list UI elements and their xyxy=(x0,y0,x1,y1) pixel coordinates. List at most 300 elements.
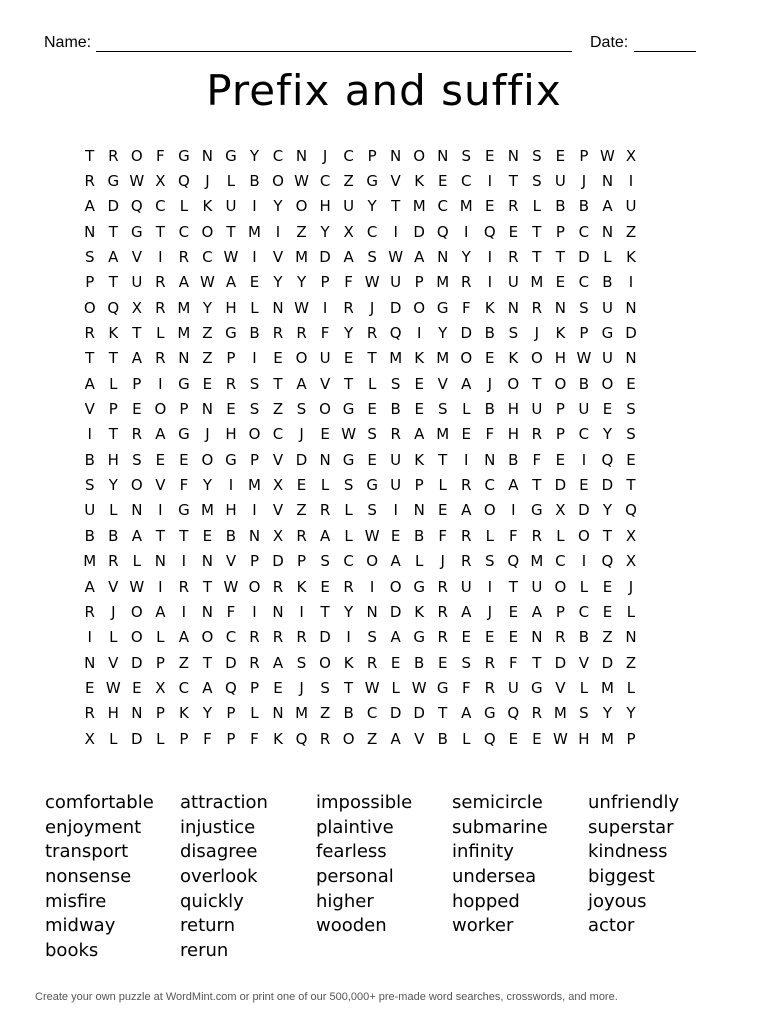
grid-letter: F xyxy=(179,476,189,495)
grid-letter: I xyxy=(275,222,281,241)
grid-letter: L xyxy=(415,552,424,571)
grid-letter: M xyxy=(600,729,614,748)
grid-letter: E xyxy=(132,678,142,697)
grid-letter: D xyxy=(389,298,402,317)
grid-letter: E xyxy=(508,729,519,748)
grid-letter: E xyxy=(508,628,519,647)
grid-letter: K xyxy=(414,172,425,191)
grid-letter: S xyxy=(579,298,589,317)
grid-letter: E xyxy=(296,476,307,495)
grid-letter: Q xyxy=(107,298,120,317)
grid-row xyxy=(78,270,690,295)
grid-letter: P xyxy=(108,400,118,419)
grid-letter: E xyxy=(155,450,166,469)
grid-letter: U xyxy=(343,197,355,216)
grid-letter: I xyxy=(252,349,257,368)
grid-letter: R xyxy=(319,729,331,748)
grid-letter: L xyxy=(462,729,471,748)
grid-letter: P xyxy=(226,349,236,368)
grid-letter: T xyxy=(391,197,401,216)
grid-letter: M xyxy=(412,197,426,216)
grid-letter: N xyxy=(625,298,637,317)
grid-letter: G xyxy=(342,450,355,469)
grid-letter: T xyxy=(344,678,354,697)
grid-letter: M xyxy=(248,476,261,495)
grid-letter: M xyxy=(436,349,450,368)
grid-letter: D xyxy=(554,653,567,672)
grid-letter: J xyxy=(440,552,445,571)
grid-letter: A xyxy=(414,248,425,267)
grid-letter: V xyxy=(555,678,566,697)
grid-letter: Y xyxy=(108,476,118,495)
grid-letter: R xyxy=(108,552,119,571)
grid-letter: X xyxy=(131,298,142,317)
grid-letter: R xyxy=(461,273,472,292)
grid-letter: N xyxy=(507,298,519,317)
grid-letter: Z xyxy=(367,729,378,748)
grid-letter: I xyxy=(158,248,163,267)
grid-letter: K xyxy=(555,324,566,343)
grid-letter: G xyxy=(342,400,355,419)
word-item: books xyxy=(45,940,99,962)
grid-letter: C xyxy=(343,552,354,571)
grid-letter: Z xyxy=(202,349,213,368)
grid-letter: R xyxy=(555,628,566,647)
grid-letter: W xyxy=(364,526,380,545)
grid-letter: N xyxy=(248,526,261,545)
grid-letter: Z xyxy=(602,628,613,647)
grid-row xyxy=(78,194,690,219)
word-item: disagree xyxy=(180,841,258,863)
header-row xyxy=(44,32,696,56)
grid-letter: N xyxy=(201,146,214,165)
grid-letter: G xyxy=(131,222,143,241)
grid-letter: R xyxy=(437,628,448,647)
grid-letter: G xyxy=(531,678,543,697)
grid-letter: W xyxy=(576,349,592,368)
grid-letter: R xyxy=(84,324,95,343)
grid-letter: M xyxy=(177,324,191,343)
grid-letter: Z xyxy=(272,400,284,419)
grid-letter: U xyxy=(225,197,237,216)
grid-letter: A xyxy=(461,704,472,723)
grid-letter: C xyxy=(578,273,590,292)
grid-row xyxy=(78,422,690,447)
grid-letter: R xyxy=(366,324,378,343)
grid-letter: R xyxy=(249,653,260,672)
grid-letter: E xyxy=(320,425,330,444)
grid-letter: T xyxy=(532,476,542,495)
grid-letter: R xyxy=(508,197,519,216)
grid-letter: I xyxy=(628,273,634,292)
grid-letter: N xyxy=(390,146,402,165)
grid-letter: A xyxy=(390,729,401,748)
grid-letter: E xyxy=(437,501,448,520)
grid-letter: F xyxy=(509,526,518,545)
grid-letter: W xyxy=(294,172,309,191)
grid-letter: N xyxy=(272,602,284,621)
grid-letter: A xyxy=(225,273,237,292)
grid-letter: R xyxy=(461,476,472,495)
grid-letter: D xyxy=(389,602,402,621)
word-item: higher xyxy=(316,890,374,912)
word-item: undersea xyxy=(452,866,537,888)
grid-letter: M xyxy=(200,501,214,520)
grid-letter: B xyxy=(555,197,566,216)
grid-letter: W xyxy=(129,577,145,596)
word-item: fearless xyxy=(316,841,387,863)
grid-letter: E xyxy=(461,425,471,444)
grid-letter: M xyxy=(600,678,614,697)
grid-letter: A xyxy=(296,374,307,393)
grid-letter: F xyxy=(485,425,495,444)
grid-letter: G xyxy=(225,324,237,343)
grid-letter: O xyxy=(130,628,143,647)
grid-letter: E xyxy=(437,653,448,672)
grid-letter: T xyxy=(108,222,118,241)
grid-letter: V xyxy=(437,374,448,393)
grid-letter: I xyxy=(581,552,587,571)
grid-letter: R xyxy=(508,248,519,267)
grid-letter: Z xyxy=(202,324,213,343)
grid-row xyxy=(78,219,690,244)
grid-letter: T xyxy=(532,653,542,672)
grid-letter: G xyxy=(178,374,190,393)
grid-letter: C xyxy=(366,222,378,241)
grid-row xyxy=(78,574,690,599)
grid-letter: B xyxy=(84,450,95,469)
grid-letter: I xyxy=(369,577,375,596)
grid-letter: H xyxy=(319,197,331,216)
grid-letter: M xyxy=(248,222,261,241)
grid-letter: I xyxy=(228,476,234,495)
grid-letter: T xyxy=(202,577,212,596)
grid-letter: C xyxy=(202,248,213,267)
grid-letter: X xyxy=(625,146,637,165)
grid-letter: N xyxy=(272,704,284,723)
grid-letter: I xyxy=(346,628,351,647)
grid-letter: M xyxy=(553,704,567,723)
grid-letter: E xyxy=(485,146,495,165)
grid-letter: W xyxy=(364,678,380,697)
word-item: midway xyxy=(45,915,116,937)
grid-letter: R xyxy=(484,678,496,697)
grid-letter: M xyxy=(83,552,97,571)
grid-letter: F xyxy=(226,602,236,621)
grid-letter: V xyxy=(390,172,401,191)
grid-row xyxy=(78,168,690,193)
grid-letter: R xyxy=(155,298,166,317)
grid-letter: N xyxy=(131,501,143,520)
grid-letter: L xyxy=(626,602,636,621)
grid-letter: E xyxy=(555,450,566,469)
grid-letter: E xyxy=(226,400,236,419)
grid-letter: R xyxy=(131,425,143,444)
grid-letter: C xyxy=(461,172,472,191)
grid-letter: S xyxy=(461,146,472,165)
word-item: wooden xyxy=(316,915,387,937)
grid-letter: H xyxy=(507,425,519,444)
grid-letter: A xyxy=(461,602,472,621)
grid-letter: R xyxy=(84,704,95,723)
grid-letter: J xyxy=(487,602,493,621)
grid-letter: M xyxy=(295,248,309,267)
grid-letter: Q xyxy=(225,678,237,697)
grid-row xyxy=(78,143,690,168)
grid-letter: P xyxy=(555,602,565,621)
grid-row xyxy=(78,701,690,726)
grid-letter: D xyxy=(319,248,331,267)
grid-letter: D xyxy=(225,653,237,672)
grid-letter: A xyxy=(84,374,95,393)
grid-letter: A xyxy=(131,526,142,545)
grid-row xyxy=(78,625,690,650)
grid-letter: R xyxy=(108,146,119,165)
grid-letter: G xyxy=(413,577,426,596)
grid-letter: R xyxy=(531,298,543,317)
grid-letter: L xyxy=(109,729,118,748)
grid-letter: T xyxy=(532,222,542,241)
grid-letter: R xyxy=(461,526,472,545)
grid-letter: A xyxy=(319,526,331,545)
word-item: biggest xyxy=(588,866,655,888)
grid-letter: F xyxy=(438,526,448,545)
grid-letter: O xyxy=(319,653,331,672)
grid-letter: T xyxy=(438,704,448,723)
grid-letter: V xyxy=(108,653,119,672)
grid-letter: F xyxy=(532,450,542,469)
grid-letter: Q xyxy=(507,704,520,723)
grid-letter: D xyxy=(601,476,614,495)
grid-letter: S xyxy=(249,400,260,419)
grid-letter: L xyxy=(438,476,447,495)
grid-letter: O xyxy=(248,577,261,596)
grid-letter: F xyxy=(461,678,471,697)
grid-letter: V xyxy=(225,552,237,571)
grid-letter: J xyxy=(581,172,587,191)
grid-letter: A xyxy=(84,197,95,216)
grid-letter: H xyxy=(507,400,519,419)
grid-row xyxy=(78,523,690,548)
grid-letter: C xyxy=(343,146,354,165)
grid-letter: M xyxy=(177,298,191,317)
grid-letter: E xyxy=(602,400,613,419)
grid-letter: B xyxy=(108,526,119,545)
grid-letter: C xyxy=(225,628,237,647)
grid-letter: K xyxy=(273,729,283,748)
grid-letter: M xyxy=(436,425,450,444)
grid-letter: P xyxy=(85,273,95,292)
grid-letter: H xyxy=(225,425,237,444)
grid-letter: H xyxy=(225,298,237,317)
grid-letter: U xyxy=(390,450,402,469)
grid-letter: T xyxy=(508,577,518,596)
grid-letter: E xyxy=(508,222,519,241)
grid-letter: V xyxy=(272,501,284,520)
grid-letter: O xyxy=(413,298,426,317)
word-column xyxy=(180,791,316,964)
grid-letter: E xyxy=(390,653,401,672)
grid-row xyxy=(78,320,690,345)
grid-letter: P xyxy=(367,146,377,165)
grid-letter: S xyxy=(461,653,472,672)
grid-letter: U xyxy=(531,400,543,419)
grid-letter: E xyxy=(461,628,471,647)
grid-letter: Y xyxy=(367,197,377,216)
grid-letter: P xyxy=(555,425,565,444)
word-item: joyous xyxy=(588,890,647,912)
grid-letter: C xyxy=(555,552,566,571)
grid-letter: S xyxy=(367,501,377,520)
grid-letter: O xyxy=(483,501,496,520)
grid-letter: M xyxy=(530,552,544,571)
grid-letter: O xyxy=(342,729,355,748)
grid-letter: D xyxy=(601,653,614,672)
grid-letter: I xyxy=(87,628,92,647)
grid-letter: O xyxy=(295,197,308,216)
grid-letter: R xyxy=(249,628,260,647)
grid-letter: O xyxy=(319,400,331,419)
grid-letter: G xyxy=(178,425,190,444)
word-column xyxy=(316,791,452,964)
grid-letter: A xyxy=(461,501,472,520)
grid-letter: J xyxy=(111,602,116,621)
grid-letter: Q xyxy=(436,222,449,241)
word-item: superstar xyxy=(588,816,674,838)
grid-letter: W xyxy=(200,273,215,292)
grid-row xyxy=(78,549,690,574)
grid-letter: Y xyxy=(202,298,212,317)
grid-letter: Y xyxy=(202,704,212,723)
grid-letter: R xyxy=(343,577,354,596)
grid-letter: N xyxy=(601,172,614,191)
grid-letter: B xyxy=(508,450,519,469)
grid-letter: T xyxy=(85,146,95,165)
grid-letter: R xyxy=(155,349,166,368)
grid-letter: E xyxy=(485,197,495,216)
grid-letter: R xyxy=(390,425,401,444)
grid-letter: L xyxy=(344,501,353,520)
grid-letter: E xyxy=(343,349,354,368)
grid-letter: I xyxy=(158,501,163,520)
grid-letter: V xyxy=(319,374,331,393)
grid-letter: Q xyxy=(507,552,520,571)
grid-letter: W xyxy=(129,172,145,191)
grid-letter: K xyxy=(414,450,425,469)
grid-row xyxy=(78,599,690,624)
grid-letter: R xyxy=(296,628,307,647)
grid-letter: P xyxy=(297,552,307,571)
grid-letter: I xyxy=(581,450,587,469)
grid-letter: R xyxy=(272,577,284,596)
grid-letter: A xyxy=(155,425,166,444)
grid-letter: D xyxy=(413,704,425,723)
word-item: plaintive xyxy=(316,816,394,838)
grid-letter: E xyxy=(367,450,377,469)
grid-letter: A xyxy=(131,349,142,368)
grid-letter: T xyxy=(532,248,542,267)
grid-letter: K xyxy=(484,298,495,317)
grid-letter: I xyxy=(464,222,469,241)
grid-letter: R xyxy=(531,526,543,545)
word-item: unfriendly xyxy=(588,792,680,813)
grid-letter: D xyxy=(295,450,308,469)
grid-letter: D xyxy=(578,501,590,520)
grid-letter: G xyxy=(531,501,543,520)
grid-letter: P xyxy=(226,729,236,748)
grid-letter: O xyxy=(130,602,143,621)
grid-letter: T xyxy=(273,374,283,393)
grid-letter: O xyxy=(154,400,167,419)
grid-letter: R xyxy=(437,602,448,621)
grid-letter: J xyxy=(487,374,493,393)
grid-letter: O xyxy=(413,146,426,165)
word-list xyxy=(45,791,725,964)
grid-letter: G xyxy=(178,501,190,520)
grid-letter: A xyxy=(390,628,401,647)
grid-letter: V xyxy=(131,248,142,267)
grid-letter: X xyxy=(272,476,284,495)
grid-letter: A xyxy=(414,425,425,444)
grid-letter: D xyxy=(319,628,331,647)
word-item: personal xyxy=(316,866,394,888)
date-field[interactable] xyxy=(634,51,696,52)
grid-letter: I xyxy=(158,577,163,596)
grid-letter: X xyxy=(343,222,354,241)
grid-letter: E xyxy=(249,273,260,292)
grid-letter: O xyxy=(460,349,473,368)
grid-letter: L xyxy=(156,628,165,647)
word-item: misfire xyxy=(45,890,107,912)
grid-letter: U xyxy=(390,273,402,292)
grid-letter: S xyxy=(626,425,636,444)
grid-letter: F xyxy=(250,729,259,748)
grid-letter: R xyxy=(531,704,543,723)
grid-letter: C xyxy=(319,172,331,191)
grid-letter: E xyxy=(626,450,636,469)
grid-letter: W xyxy=(388,248,404,267)
grid-letter: I xyxy=(487,577,493,596)
grid-letter: D xyxy=(625,324,637,343)
grid-row xyxy=(78,371,690,396)
word-column xyxy=(588,791,724,964)
grid-letter: K xyxy=(626,248,636,267)
grid-letter: H xyxy=(578,729,590,748)
grid-letter: M xyxy=(530,273,544,292)
name-field[interactable] xyxy=(96,51,572,52)
grid-letter: N xyxy=(554,298,566,317)
grid-letter: A xyxy=(155,602,166,621)
grid-letter: R xyxy=(343,298,354,317)
grid-letter: Q xyxy=(295,729,308,748)
grid-letter: F xyxy=(156,146,165,165)
grid-letter: R xyxy=(84,172,95,191)
grid-letter: L xyxy=(109,501,118,520)
grid-letter: I xyxy=(181,602,187,621)
grid-letter: D xyxy=(131,729,143,748)
grid-letter: F xyxy=(509,653,518,672)
grid-letter: S xyxy=(249,374,260,393)
grid-letter: E xyxy=(485,628,495,647)
word-item: comfortable xyxy=(45,792,154,813)
grid-letter: Y xyxy=(273,273,283,292)
date-label: Date: xyxy=(590,34,629,51)
grid-letter: P xyxy=(555,400,565,419)
grid-row xyxy=(78,498,690,523)
grid-letter: U xyxy=(507,678,519,697)
grid-letter: D xyxy=(578,248,590,267)
grid-letter: O xyxy=(295,349,308,368)
